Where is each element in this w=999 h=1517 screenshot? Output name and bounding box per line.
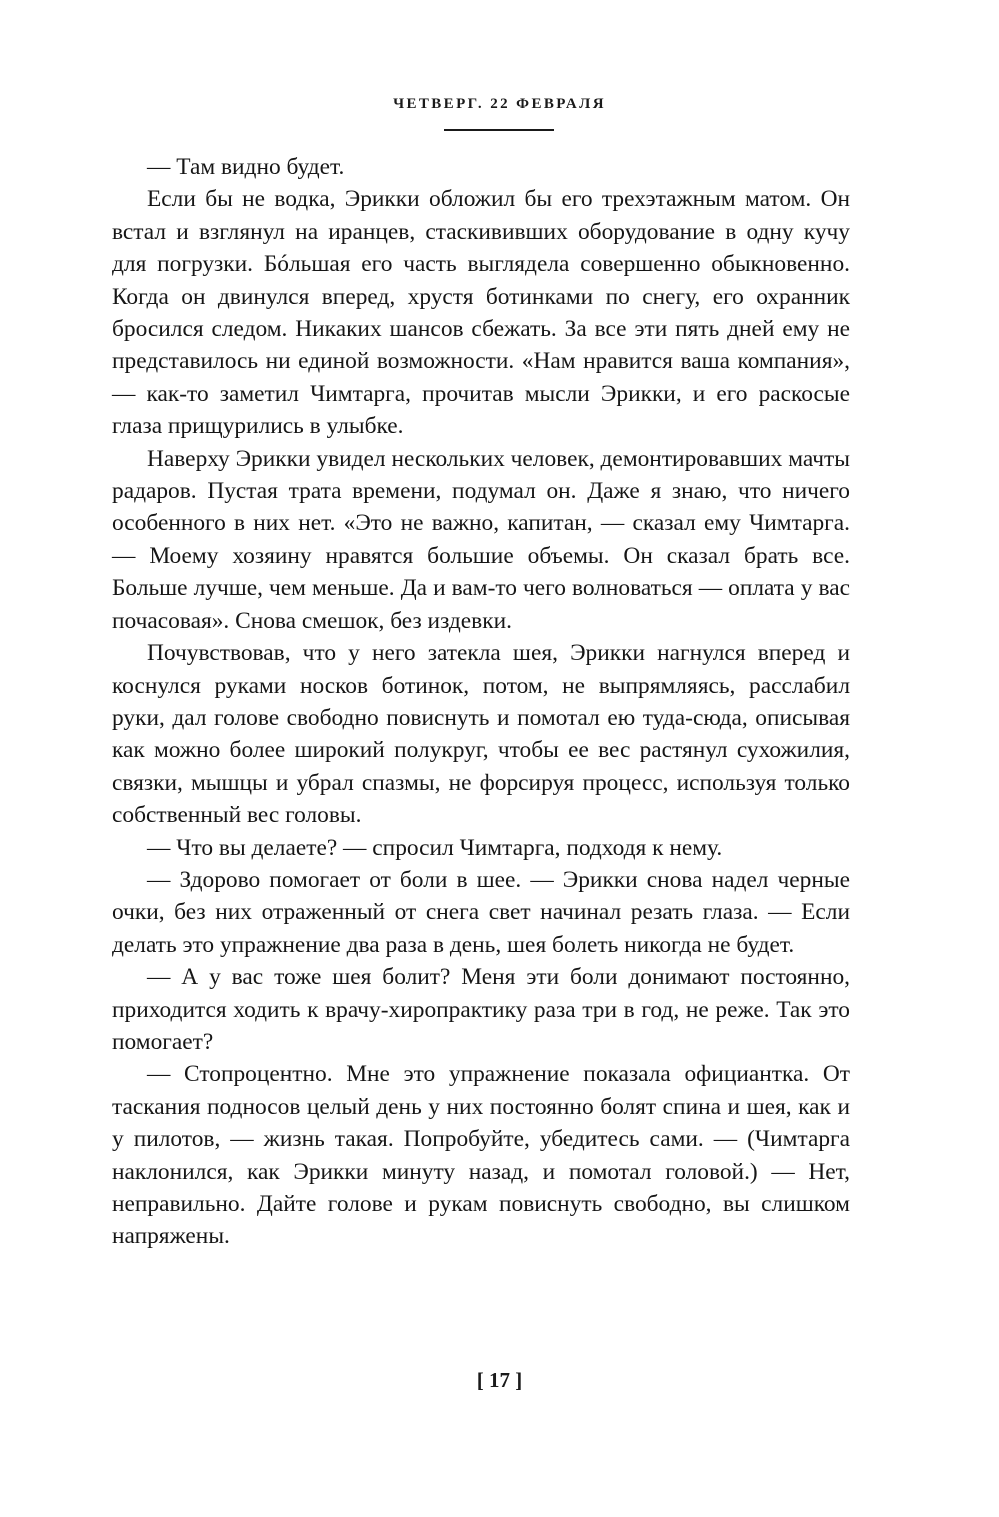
paragraph: — Там видно будет. (147, 154, 345, 180)
paragraph: Если бы не водка, Эрикки обложил бы его трехэтажным матом. Он встал и взглянул на иранцев, стаскививших оборудование в одну кучу для погрузки. Бóльшая его часть выглядела совершенно обыкновенно. Когда он двинулся вперед, хрустя ботинками по снегу, его охранник бросился следом. Никаких шансов сбежать. За все эти пять дней ему не представилось ни единой возможности. «Нам нравится ваша компания», — как-то заметил Чимтарга, прочитав мысли Эрикки, и его раскосые глаза прищурились в улыбке. (112, 186, 850, 440)
paragraph: Почувствовав, что у него затекла шея, Эрикки нагнулся вперед и коснулся руками носков ботинок, потом, не выпрямляясь, расслабил руки, дал голове свободно повиснуть и помотал ею туда-сюда, описывая как можно более широкий полукруг, чтобы ее вес растянул сухожилия, связки, мышцы и убрал спазмы, не форсируя процесс, используя только собственный вес головы. (112, 640, 850, 829)
paragraph: — Стопроцентно. Мне это упражнение показала официантка. От таскания подносов целый день у них постоянно болят спина и шея, как и у пилотов, — жизнь такая. Попробуйте, убедитесь сами. — (Чимтарга наклонился, как Эрикки минуту назад, и помотал головой.) — Нет, неправильно. Дайте голове и рукам повиснуть свободно, вы слишком напряжены. (112, 1061, 850, 1250)
running-head: ЧЕТВЕРГ. 22 ФЕВРАЛЯ (393, 96, 606, 112)
paragraph: Наверху Эрикки увидел нескольких человек, демонтировавших мачты радаров. Пустая трата времени, подумал он. Даже я знаю, что ничего особенного в них нет. «Это не важно, капитан, — сказал ему Чимтарга. — Моему хозяину нравятся большие объемы. Он сказал брать все. Больше лучше, чем меньше. Да и вам-то чего волноваться — оплата у вас почасовая». Снова смешок, без издевки. (112, 445, 850, 634)
page-number: [ 17 ] (476, 1368, 523, 1392)
body-text (112, 151, 850, 1253)
paragraph: — Здорово помогает от боли в шее. — Эрикки снова надел черные очки, без них отраженный от снега свет начинал резать глаза. — Если делать это упражнение два раза в день, шея болеть никогда не будет. (112, 866, 850, 958)
paragraph: — Что вы делаете? — спросил Чимтарга, подходя к нему. (147, 834, 723, 861)
paragraph: — А у вас тоже шея болит? Меня эти боли донимают постоянно, приходится ходить к врачу-хиропрактику раза три в год, не реже. Так это помогает? (112, 964, 850, 1055)
running-head-rule (444, 129, 554, 131)
